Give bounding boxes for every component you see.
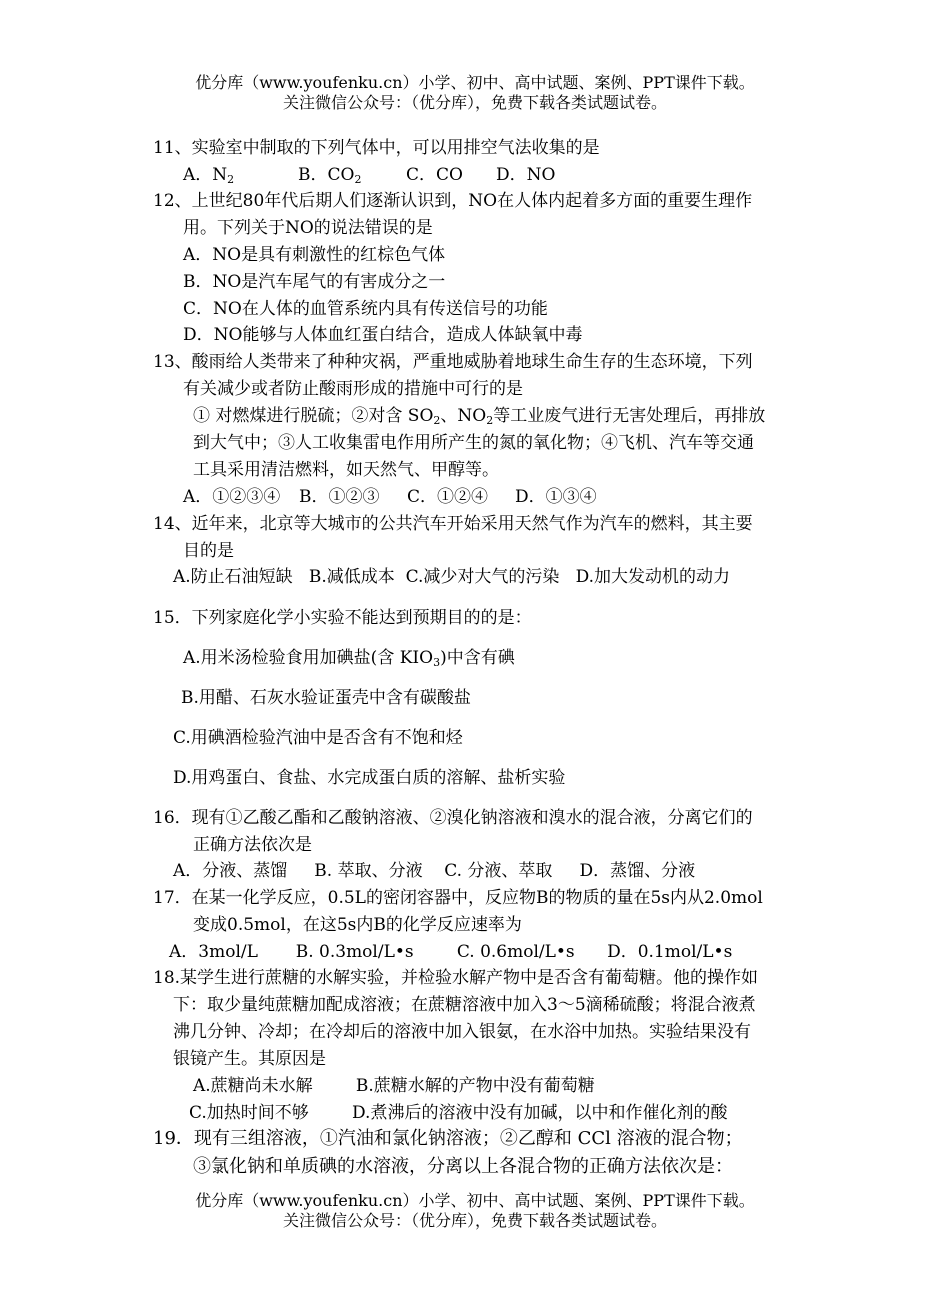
question-15-option-b: B.用醋、石灰水验证蛋壳中含有碳酸盐 — [181, 688, 471, 708]
question-11-options — [183, 163, 555, 187]
option-d: D．①③④ — [515, 487, 597, 507]
question-17-options: A．3mol/L B. 0.3mol/L•s C. 0.6mol/L•s D．0.1mol/L•s — [169, 942, 733, 962]
question-13-measures-1: ① 对燃煤进行脱硫；②对含 $SO_2$、$NO_2$等工业废气进行无害处理后，再排放 — [193, 406, 766, 427]
question-18-stem-3: 沸几分钟、冷却；在冷却后的溶液中加入银氨，在水浴中加热。实验结果没有 — [173, 1022, 751, 1042]
option-c: C．①②④ — [407, 487, 489, 507]
question-13-stem-1: 13、酸雨给人类带来了种种灾祸，严重地威胁着地球生命生存的生态环境，下列 — [153, 352, 753, 372]
question-13-stem-2: 有关减少或者防止酸雨形成的措施中可行的是 — [183, 379, 523, 399]
header-line-2: 关注微信公众号：（优分库），免费下载各类试题试卷。 — [282, 93, 667, 112]
question-12-option-c: C．NO在人体的血管系统内具有传送信号的功能 — [183, 299, 548, 319]
question-16-stem-2: 正确方法依次是 — [193, 835, 312, 855]
question-15-stem: 15．下列家庭化学小实验不能达到预期目的的是： — [153, 608, 532, 628]
question-18-stem-4: 银镜产生。其原因是 — [173, 1049, 326, 1069]
option-a: A．$N_2$ — [183, 165, 235, 186]
question-15-option-a: A.用米汤检验食用加碘盐(含 $KIO_3$)中含有碘 — [183, 648, 515, 669]
footer-line-2: 关注微信公众号：（优分库），免费下载各类试题试卷。 — [282, 1211, 667, 1230]
question-18-stem-1: 18.某学生进行蔗糖的水解实验，并检验水解产物中是否含有葡萄糖。他的操作如 — [153, 968, 759, 988]
question-13-options — [183, 485, 597, 509]
option-b: B．①②③ — [299, 487, 380, 507]
question-16-options: A．分液、蒸馏 B. 萃取、分液 C. 分液、萃取 D．蒸馏、分液 — [173, 861, 696, 881]
question-18-options-cd: C.加热时间不够 D.煮沸后的溶液中没有加碱，以中和作催化剂的酸 — [189, 1103, 728, 1123]
header-line-1: 优分库（www.youfenku.cn）小学、初中、高中试题、案例、PPT课件下载。 — [195, 73, 755, 92]
page-footer — [0, 1191, 950, 1231]
question-15-option-d: D.用鸡蛋白、食盐、水完成蛋白质的溶解、盐析实验 — [173, 768, 566, 788]
question-18-options-ab: A.蔗糖尚未水解 B.蔗糖水解的产物中没有葡萄糖 — [193, 1076, 595, 1096]
question-14-stem-1: 14、近年来，北京等大城市的公共汽车开始采用天然气作为汽车的燃料，其主要 — [153, 514, 753, 534]
option-b: B．$CO_2$ — [298, 165, 362, 186]
page-header — [0, 73, 950, 113]
question-16-stem-1: 16．现有①乙酸乙酯和乙酸钠溶液、②溴化钠溶液和溴水的混合液，分离它们的 — [153, 808, 753, 828]
question-13-measures-2: 到大气中；③人工收集雷电作用所产生的氮的氧化物；④飞机、汽车等交通 — [193, 433, 754, 453]
question-17-stem-1: 17．在某一化学反应，0.5L的密闭容器中，反应物B的物质的量在5s内从2.0mol — [153, 888, 763, 908]
option-d: D．NO — [496, 165, 556, 185]
question-12-option-a: A．NO是具有刺激性的红棕色气体 — [183, 245, 446, 265]
question-14-stem-2: 目的是 — [183, 541, 234, 561]
question-12-option-b: B．NO是汽车尾气的有害成分之一 — [183, 272, 446, 292]
question-14-options: A.防止石油短缺 B.减低成本 C.减少对大气的污染 D.加大发动机的动力 — [173, 567, 731, 587]
question-19-stem-1: 19．现有三组溶液，①汽油和氯化钠溶液；②乙醇和 CCl 溶液的混合物； — [153, 1128, 743, 1149]
question-19-stem-2: ③氯化钠和单质碘的水溶液，分离以上各混合物的正确方法依次是： — [193, 1156, 733, 1177]
question-12-stem-2: 用。下列关于NO的说法错误的是 — [183, 218, 433, 238]
question-13-measures-3: 工具采用清洁燃料，如天然气、甲醇等。 — [193, 460, 499, 480]
option-c: C．CO — [406, 165, 463, 185]
question-18-stem-2: 下：取少量纯蔗糖加配成溶液；在蔗糖溶液中加入3～5滴稀硫酸；将混合液煮 — [173, 995, 756, 1015]
question-12-stem-1: 12、上世纪80年代后期人们逐渐认识到，NO在人体内起着多方面的重要生理作 — [153, 191, 753, 211]
question-12-option-d: D．NO能够与人体血红蛋白结合，造成人体缺氧中毒 — [183, 325, 583, 345]
question-11-stem: 11、实验室中制取的下列气体中，可以用排空气法收集的是 — [153, 138, 600, 158]
question-17-stem-2: 变成0.5mol，在这5s内B的化学反应速率为 — [193, 915, 522, 935]
question-15-option-c: C.用碘酒检验汽油中是否含有不饱和烃 — [173, 728, 463, 748]
option-a: A．①②③④ — [183, 487, 281, 507]
footer-line-1: 优分库（www.youfenku.cn）小学、初中、高中试题、案例、PPT课件下载。 — [195, 1191, 755, 1210]
